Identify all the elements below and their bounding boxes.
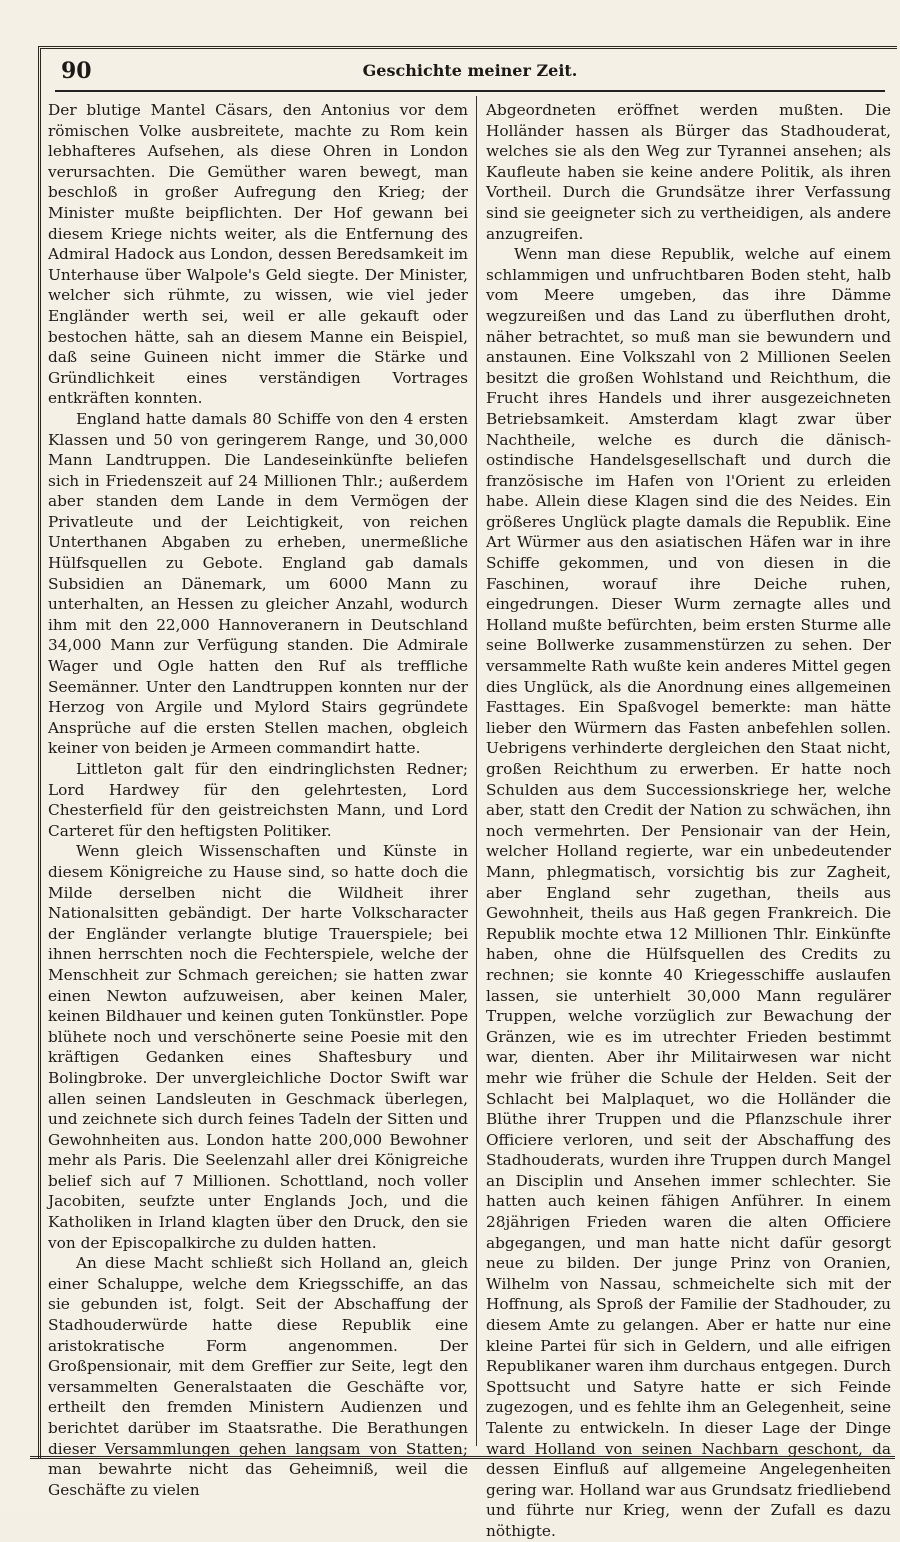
paragraph: Wenn man diese Republik, welche auf einem schlammigen und unfruchtbaren Boden steht, halb vom Meere umgeben, das ihre Dämme wegzureißen und das Land zu überfluthen droht, näher betrachtet, so muß man sie bewundern und anstaunen. Eine Volkszahl von 2 Millionen Seelen besitzt die großen Wohlstand und Reichthum, die Frucht ihres Handels und ihrer ausgezeichneten Betriebsamkeit. Amsterdam klagt zwar über Nachtheile, welche es durch die dänisch-ostindische Handelsgesellschaft und durch die französische im Hafen von l'Orient zu erleiden habe. Allein diese Klagen sind die des Neides. Ein größeres Unglück plagte damals die Republik. Eine Art Würmer aus den asiatischen Häfen war in ihre Schiffe gekommen, und von diesen in die Faschinen, worauf ihre Deiche ruhen, eingedrungen. Dieser Wurm zernagte alles und Holland mußte befürchten, beim ersten Sturme alle seine Bollwerke zusammenstürzen zu sehen. Der versammelte Rath wußte kein anderes Mittel gegen dies Unglück, als die Anordnung eines allgemeinen Fasttages. Ein Spaßvogel bemerkte: man hätte lieber den Würmern das Fasten anbefehlen sollen. Uebrigens verhinderte dergleichen den Staat nicht, großen Reichthum zu erwerben. Er hatte noch Schulden aus dem Successionskriege her, welche aber, statt den Credit der Nation zu schwächen, ihn noch vermehrten. Der Pensionair van der Hein, welcher Holland regierte, war ein unbedeutender Mann, phlegmatisch, vorsichtig bis zur Zagheit, aber England sehr zugethan, theils aus Gewohnheit, theils aus Haß gegen Frankreich. Die Republik mochte etwa 12 Millionen Thlr. Einkünfte haben, ohne die Hülfsquellen des Credits zu rechnen; sie konnte 40 Kriegesschiffe auslaufen lassen, sie unterhielt 30,000 Mann regulärer Truppen, welche vorzüglich zur Bewachung der Gränzen, wie es im utrechter Frieden bestimmt war, dienten. Aber ihr Militairwesen war nicht mehr wie früher die Schule der Helden. Seit der Schlacht bei Malplaquet, wo die Holländer die Blüthe ihrer Truppen und die Pflanzschule ihrer Officiere verloren, und seit der Abschaffung des Stadhouderats, wurden ihre Truppen durch Mangel an Disciplin und Ansehen immer schlechter. Sie hatten auch keinen fähigen Anführer. In einem 28jährigen Frieden waren die alten Officiere abgegangen, und man hatte nicht dafür gesorgt neue zu bilden. Der junge Prinz von Oranien, Wilhelm von Nassau, schmeichelte sich mit der Hoffnung, als Sproß der Familie der Stadhouder, zu diesem Amte zu gelangen. Aber er hatte nur eine kleine Partei für sich in Geldern, und alle eifrigen Republikaner waren ihm durchaus entgegen. Durch Spottsucht und Satyre hatte er sich Feinde zugezogen, und es fehlte ihm an Gelegenheit, seine Talente zu entwickeln. In dieser Lage der Dinge ward Holland von seinen Nachbarn geschont, da dessen Einfluß auf allgemeine Angelegenheiten gering war. Holland war aus Grundsatz friedliebend und führte nur Krieg, wenn der Zufall es dazu nöthigte. [486, 245, 891, 1540]
running-title: Geschichte meiner Zeit. [362, 61, 578, 80]
paragraph: England hatte damals 80 Schiffe von den 4 ersten Klassen und 50 von geringerem Range, und 30,000 Mann Landtruppen. Die Landeseinkünfte beliefen sich in Friedenszeit auf 24 Millionen Thlr.; außerdem aber standen dem Lande in dem Vermögen der Privatleute und der Leichtigkeit, von reichen Unterthanen Abgaben zu erheben, unermeßliche Hülfsquellen zu Gebote. England gab damals Subsidien an Dänemark, um 6000 Mann zu unterhalten, an Hessen zu gleicher Anzahl, wodurch ihm mit den 22,000 Hannoveranern in Deutschland 34,000 Mann zur Verfügung standen. Die Admirale Wager und Ogle hatten den Ruf als treffliche Seemänner. Unter den Landtruppen konnten nur der Herzog von Argile und Mylord Stairs gegründete Ansprüche auf die ersten Stellen machen, obgleich keiner von beiden je Armeen commandirt hatte. [48, 409, 468, 758]
page-header [55, 58, 885, 88]
column-divider [476, 96, 477, 1446]
paragraph: An diese Macht schließt sich Holland an, gleich einer Schaluppe, welche dem Kriegsschiffe, an das sie gebunden ist, folgt. Seit der Abschaffung der Stadhouderwürde hatte diese Republik eine aristokratische Form angenommen. Der Großpensionair, mit dem Greffier zur Seite, legt den versammelten Generalstaaten die Geschäfte vor, ertheilt den fremden Ministern Audienzen und berichtet darüber im Staatsrathe. Die Berathungen dieser Versammlungen gehen langsam von Statten; man bewahrte nicht das Geheimniß, weil die Geschäfte zu vielen [48, 1254, 468, 1499]
right-column [486, 100, 891, 1540]
paragraph: Wenn gleich Wissenschaften und Künste in diesem Königreiche zu Hause sind, so hatte doch die Milde derselben nicht die Wildheit ihrer Nationalsitten gebändigt. Der harte Volkscharacter der Engländer verlangte blutige Trauerspiele; bei ihnen herrschten noch die Fechterspiele, welche der Menschheit zur Schmach gereichen; sie hatten zwar einen Newton aufzuweisen, aber keinen Maler, keinen Bildhauer und keinen guten Tonkünstler. Pope blühete noch und verschönerte seine Poesie mit den kräftigen Gedanken eines Shaftesbury und Bolingbroke. Der unvergleichliche Doctor Swift war allen seinen Landsleuten in Geschmack überlegen, und zeichnete sich durch feines Tadeln der Sitten und Gewohnheiten aus. London hatte 200,000 Bewohner mehr als Paris. Die Seelenzahl aller drei Königreiche belief sich auf 7 Millionen. Schottland, noch voller Jacobiten, seufzte unter Englands Joch, und die Katholiken in Irland klagten über den Druck, den sie von der Episcopalkirche zu dulden hatten. [48, 842, 468, 1252]
paragraph: Abgeordneten eröffnet werden mußten. Die Holländer hassen als Bürger das Stadhouderat, welches sie als den Weg zur Tyrannei ansehen; als Kaufleute haben sie keine andere Politik, als ihren Vortheil. Durch die Grundsätze ihrer Verfassung sind sie geeigneter sich zu vertheidigen, als andere anzugreifen. [486, 101, 891, 243]
footer-rule [30, 1456, 895, 1465]
paragraph: Der blutige Mantel Cäsars, den Antonius vor dem römischen Volke ausbreitete, machte zu Rom kein lebhafteres Aufsehen, als diese Ohren in London verursachten. Die Gemüther waren bewegt, man beschloß in großer Aufregung den Krieg; der Minister mußte beipflichten. Der Hof gewann bei diesem Kriege nichts weiter, als die Entfernung des Admiral Hadock aus London, dessen Beredsamkeit im Unterhause über Walpole's Geld siegte. Der Minister, welcher sich rühmte, zu wissen, wie viel jeder Engländer werth sei, weil er alle gekauft oder bestochen hätte, sah an diesem Manne ein Beispiel, daß seine Guineen nicht immer die Stärke und Gründlichkeit eines verständigen Vortrages entkräften konnten. [48, 101, 468, 408]
paragraph: Littleton galt für den eindringlichsten Redner; Lord Hardwey für den gelehrtesten, Lord Chesterfield für den geistreichsten Mann, und Lord Carteret für den heftigsten Politiker. [48, 760, 468, 840]
left-column [48, 100, 468, 1499]
header-rule [55, 90, 885, 92]
page-number: 90 [61, 58, 92, 84]
